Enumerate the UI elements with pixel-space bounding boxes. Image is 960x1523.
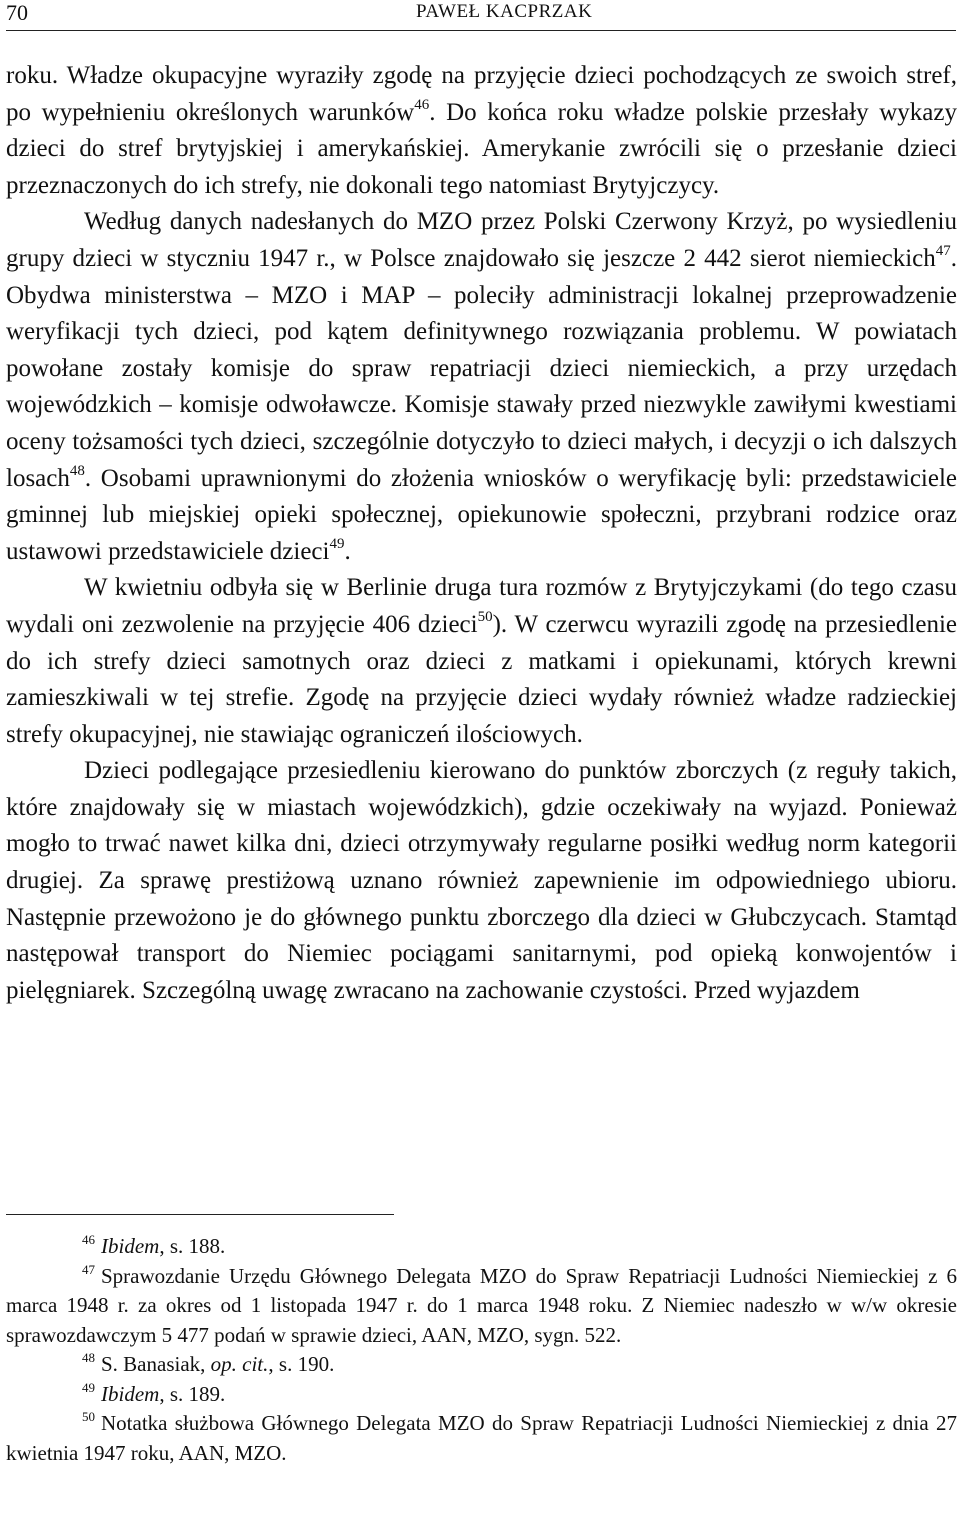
text-run: Ibidem [101,1381,160,1406]
footnote-ref: 48 [69,462,85,479]
footnote-ref: 49 [329,535,345,552]
footnote [6,1350,957,1380]
main-text [6,58,957,1009]
text-run: Według danych nadesłanych do MZO przez Polski Czerwony Krzyż, po wysiedleniu grupy dzieci w styczniu 1947 r., w Polsce znajdowało się jeszcze 2 442 sierot niemieckich [6,208,957,272]
footnote-separator [6,1214,394,1215]
footnote-number: 47 [82,1261,95,1277]
footnote-ref: 46 [414,96,430,113]
paragraph [6,753,957,1009]
footnote [6,1232,957,1262]
footnote-number: 46 [82,1232,95,1247]
text-run: . [344,537,351,565]
text-run: , s. 189. [159,1381,226,1406]
text-run: Notatka służbowa Głównego Delegata MZO do Spraw Repatriacji Ludności Niemieckiej z dnia 27 kwietnia 1947 roku, AAN, MZO. [6,1411,957,1465]
footnote [6,1380,957,1410]
text-run: , s. 190. [268,1352,335,1376]
paragraph [6,570,957,753]
footnote-ref: 50 [477,608,493,625]
footnote-ref: 47 [935,242,951,259]
text-run: Dzieci podlegające przesiedleniu kierowano do punktów zborczych (z reguły takich, które znajdowały się w miastach wojewódzkich), gdzie oczekiwały na wyjazd. Ponieważ mogło to trwać nawet kilka dni, dzieci otrzymywały regularne posiłki według norm kategorii drugiej. Za sprawę prestiżową uznano również zapewnienie im odpowiedniego ubioru. Następnie przewożono je do głównego punktu zborczego dla dzieci w Głubczycach. Stamtąd następował transport do Niemiec pociągami sanitarnymi, pod opieką konwojentów i pielęgniarek. Szczególną uwagę zwracano na zachowanie czystości. Przed wyjazdem [6,757,957,1004]
footnotes [6,1232,957,1468]
text-run: roku. Władze okupacyjne wyraziły zgodę na przyjęcie dzieci pochodzących ze swoich stref, po wypełnieniu określonych warunków [6,62,957,126]
text-run: W kwietniu odbyła się w Berlinie druga tura rozmów z Brytyjczykami (do tego czasu wydali oni zezwolenie na przyjęcie 406 dzieci [6,574,957,638]
text-run: ). W czerwcu wyrazili zgodę na przesiedlenie do ich strefy dzieci samotnych oraz dzieci z matkami i opiekunami, których krewni zamieszkiwali w tej strefie. Zgodę na przyjęcie dzieci wydały również władze radzieckiej strefy okupacyjnej, nie stawiając ograniczeń ilościowych. [6,610,957,748]
text-run: Ibidem [101,1234,160,1258]
running-head: PAWEŁ KACPRZAK [416,1,593,22]
paragraph [6,204,957,570]
text-run: , s. 188. [159,1234,226,1258]
text-run: . Obydwa ministerstwa – MZO i MAP – poleciły administracji lokalnej przeprowadzenie weryfikacji tych dzieci, pod kątem definitywnego rozwiązania problemu. W powiatach powołane zostały komisje do spraw repatriacji dzieci niemieckich, a przy urzędach wojewódzkich – komisje odwoławcze. Komisje stawały przed niezwykle zawiłymi kwestiami oceny tożsamości tych dzieci, szczególnie dotyczyło to dzieci małych, i decyzji o ich dalszych losach [6,244,957,492]
footnote-number: 50 [82,1409,95,1424]
text-run: . Do końca roku władze polskie przesłały wykazy dzieci do stref brytyjskiej i amerykańskiej. Amerykanie zwrócili się o przesłanie dzieci przeznaczonych do ich strefy, nie dokonali tego natomiast Brytyjczycy. [6,98,957,199]
text-run: op. cit. [210,1352,269,1376]
footnote-number: 48 [82,1350,95,1365]
text-run: . Osobami uprawnionymi do złożenia wniosków o weryfikację byli: przedstawiciele gminnej lub miejskiej opieki społecznej, opiekunowie społeczni, przybrani rodzice oraz ustawowi przedstawiciele dzieci [6,464,957,565]
page-number: 70 [6,0,28,25]
footnote [6,1409,957,1468]
text-run: Sprawozdanie Urzędu Głównego Delegata MZO do Spraw Repatriacji Ludności Niemieckiej z 6 marca 1948 r. za okres od 1 listopada 1947 r. do 1 marca 1948 roku. Z Niemiec nadeszło w w/w okresie sprawozdawczym 5 477 podań w sprawie dzieci, AAN, MZO, sygn. 522. [6,1263,957,1347]
footnote [6,1262,957,1351]
footnote-number: 49 [82,1379,95,1395]
text-run: S. Banasiak, [101,1352,211,1376]
paragraph [6,58,957,204]
page-header [6,0,956,31]
